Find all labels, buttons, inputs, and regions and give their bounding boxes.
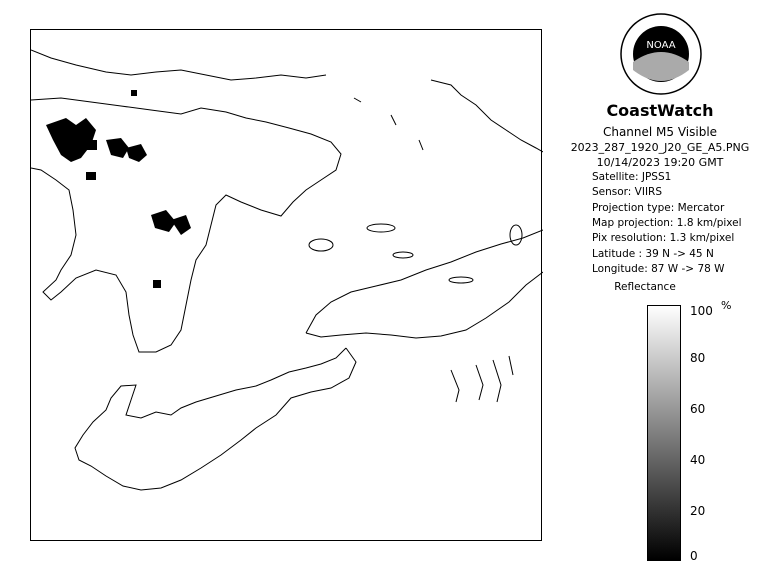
lake-ontario-outline [306,230,543,338]
map-panel[interactable] [30,29,542,541]
map-projection-label: Map projection: 1.8 km/pixel [592,217,742,229]
latitude-label: Latitude : 39 N -> 45 N [592,248,714,260]
shoreline-east-bay [431,80,543,152]
svg-text:NOAA: NOAA [646,40,676,51]
channel-label: Channel M5 Visible [602,125,718,139]
shoreline-north-coast [31,50,326,80]
colorbar-label: Reflectance [614,281,676,293]
colorbar-unit: % [721,299,732,312]
pix-resolution-label: Pix resolution: 1.3 km/pixel [592,232,735,244]
sensor-label: Sensor: VIIRS [592,186,663,198]
colorbar-tick: 80 [690,351,706,365]
colorbar-tick: 0 [690,549,698,563]
longitude-label: Longitude: 87 W -> 78 W [592,263,725,275]
coastline-map [31,30,543,542]
noaa-logo-icon [619,12,703,96]
lake-erie-outline [75,348,356,490]
datetime-label: 10/14/2023 19:20 GMT [596,156,724,169]
projection-label: Projection type: Mercator [592,202,725,214]
colorbar-tick: 60 [690,402,706,416]
colorbar-tick: 100 [690,304,713,318]
colorbar-tick: 40 [690,453,706,467]
brand-title: CoastWatch [606,101,714,120]
colorbar [647,305,681,561]
filename-label: 2023_287_1920_J20_GE_A5.PNG [570,141,750,154]
colorbar-tick: 20 [690,504,706,518]
satellite-label: Satellite: JPSS1 [592,171,672,183]
